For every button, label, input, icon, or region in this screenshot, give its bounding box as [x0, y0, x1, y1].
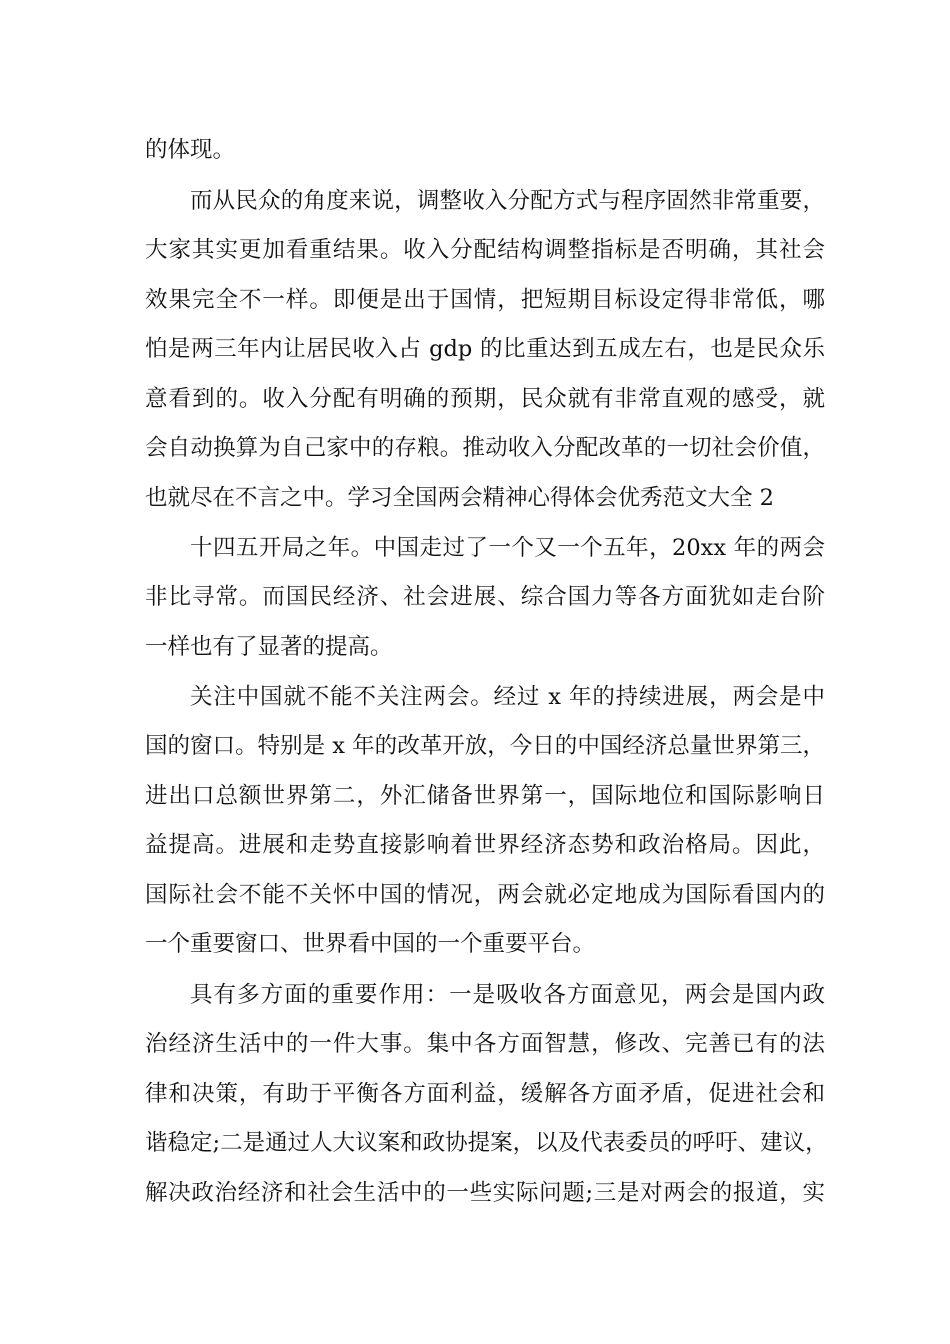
text-line: 律和决策，有助于平衡各方面利益，缓解各方面矛盾，促进社会和 — [145, 1081, 825, 1107]
text-line: 一样也有了显著的提高。 — [145, 634, 393, 660]
text-line: 的体现。 — [145, 137, 236, 163]
text-line: 会自动换算为自己家中的存粮。推动收入分配改革的一切社会价值， — [145, 435, 825, 461]
text-line: 十四五开局之年。中国走过了一个又一个五年，20xx 年的两会 — [190, 535, 825, 561]
text-line: 解决政治经济和社会生活中的一些实际问题;三是对两会的报道，实 — [145, 1180, 825, 1206]
text-line: 大家其实更加看重结果。收入分配结构调整指标是否明确，其社会 — [145, 237, 825, 263]
text-line: 意看到的。收入分配有明确的预期，民众就有非常直观的感受，就 — [145, 386, 825, 412]
text-line: 怕是两三年内让居民收入占 gdp 的比重达到五成左右，也是民众乐 — [145, 336, 825, 362]
text-line: 益提高。进展和走势直接影响着世界经济态势和政治格局。因此， — [145, 832, 825, 858]
text-line: 国际社会不能不关怀中国的情况，两会就必定地成为国际看国内的 — [145, 882, 825, 908]
text-line: 非比寻常。而国民经济、社会进展、综合国力等各方面犹如走台阶 — [145, 584, 825, 610]
text-line: 进出口总额世界第二，外汇储备世界第一，国际地位和国际影响日 — [145, 783, 825, 809]
text-line: 一个重要窗口、世界看中国的一个重要平台。 — [145, 931, 596, 957]
text-line: 也就尽在不言之中。学习全国两会精神心得体会优秀范文大全 2 — [145, 485, 774, 511]
text-line: 治经济生活中的一件大事。集中各方面智慧，修改、完善已有的法 — [145, 1031, 825, 1057]
text-line: 具有多方面的重要作用：一是吸收各方面意见，两会是国内政 — [190, 982, 825, 1008]
text-line: 谐稳定;二是通过人大议案和政协提案，以及代表委员的呼吁、建议， — [145, 1130, 828, 1156]
text-line: 关注中国就不能不关注两会。经过 x 年的持续进展，两会是中 — [190, 684, 825, 710]
text-line: 效果完全不一样。即便是出于国情，把短期目标设定得非常低，哪 — [145, 287, 825, 313]
text-line: 国的窗口。特别是 x 年的改革开放，今日的中国经济总量世界第三， — [145, 733, 825, 759]
text-line: 而从民众的角度来说，调整收入分配方式与程序固然非常重要， — [190, 188, 825, 214]
